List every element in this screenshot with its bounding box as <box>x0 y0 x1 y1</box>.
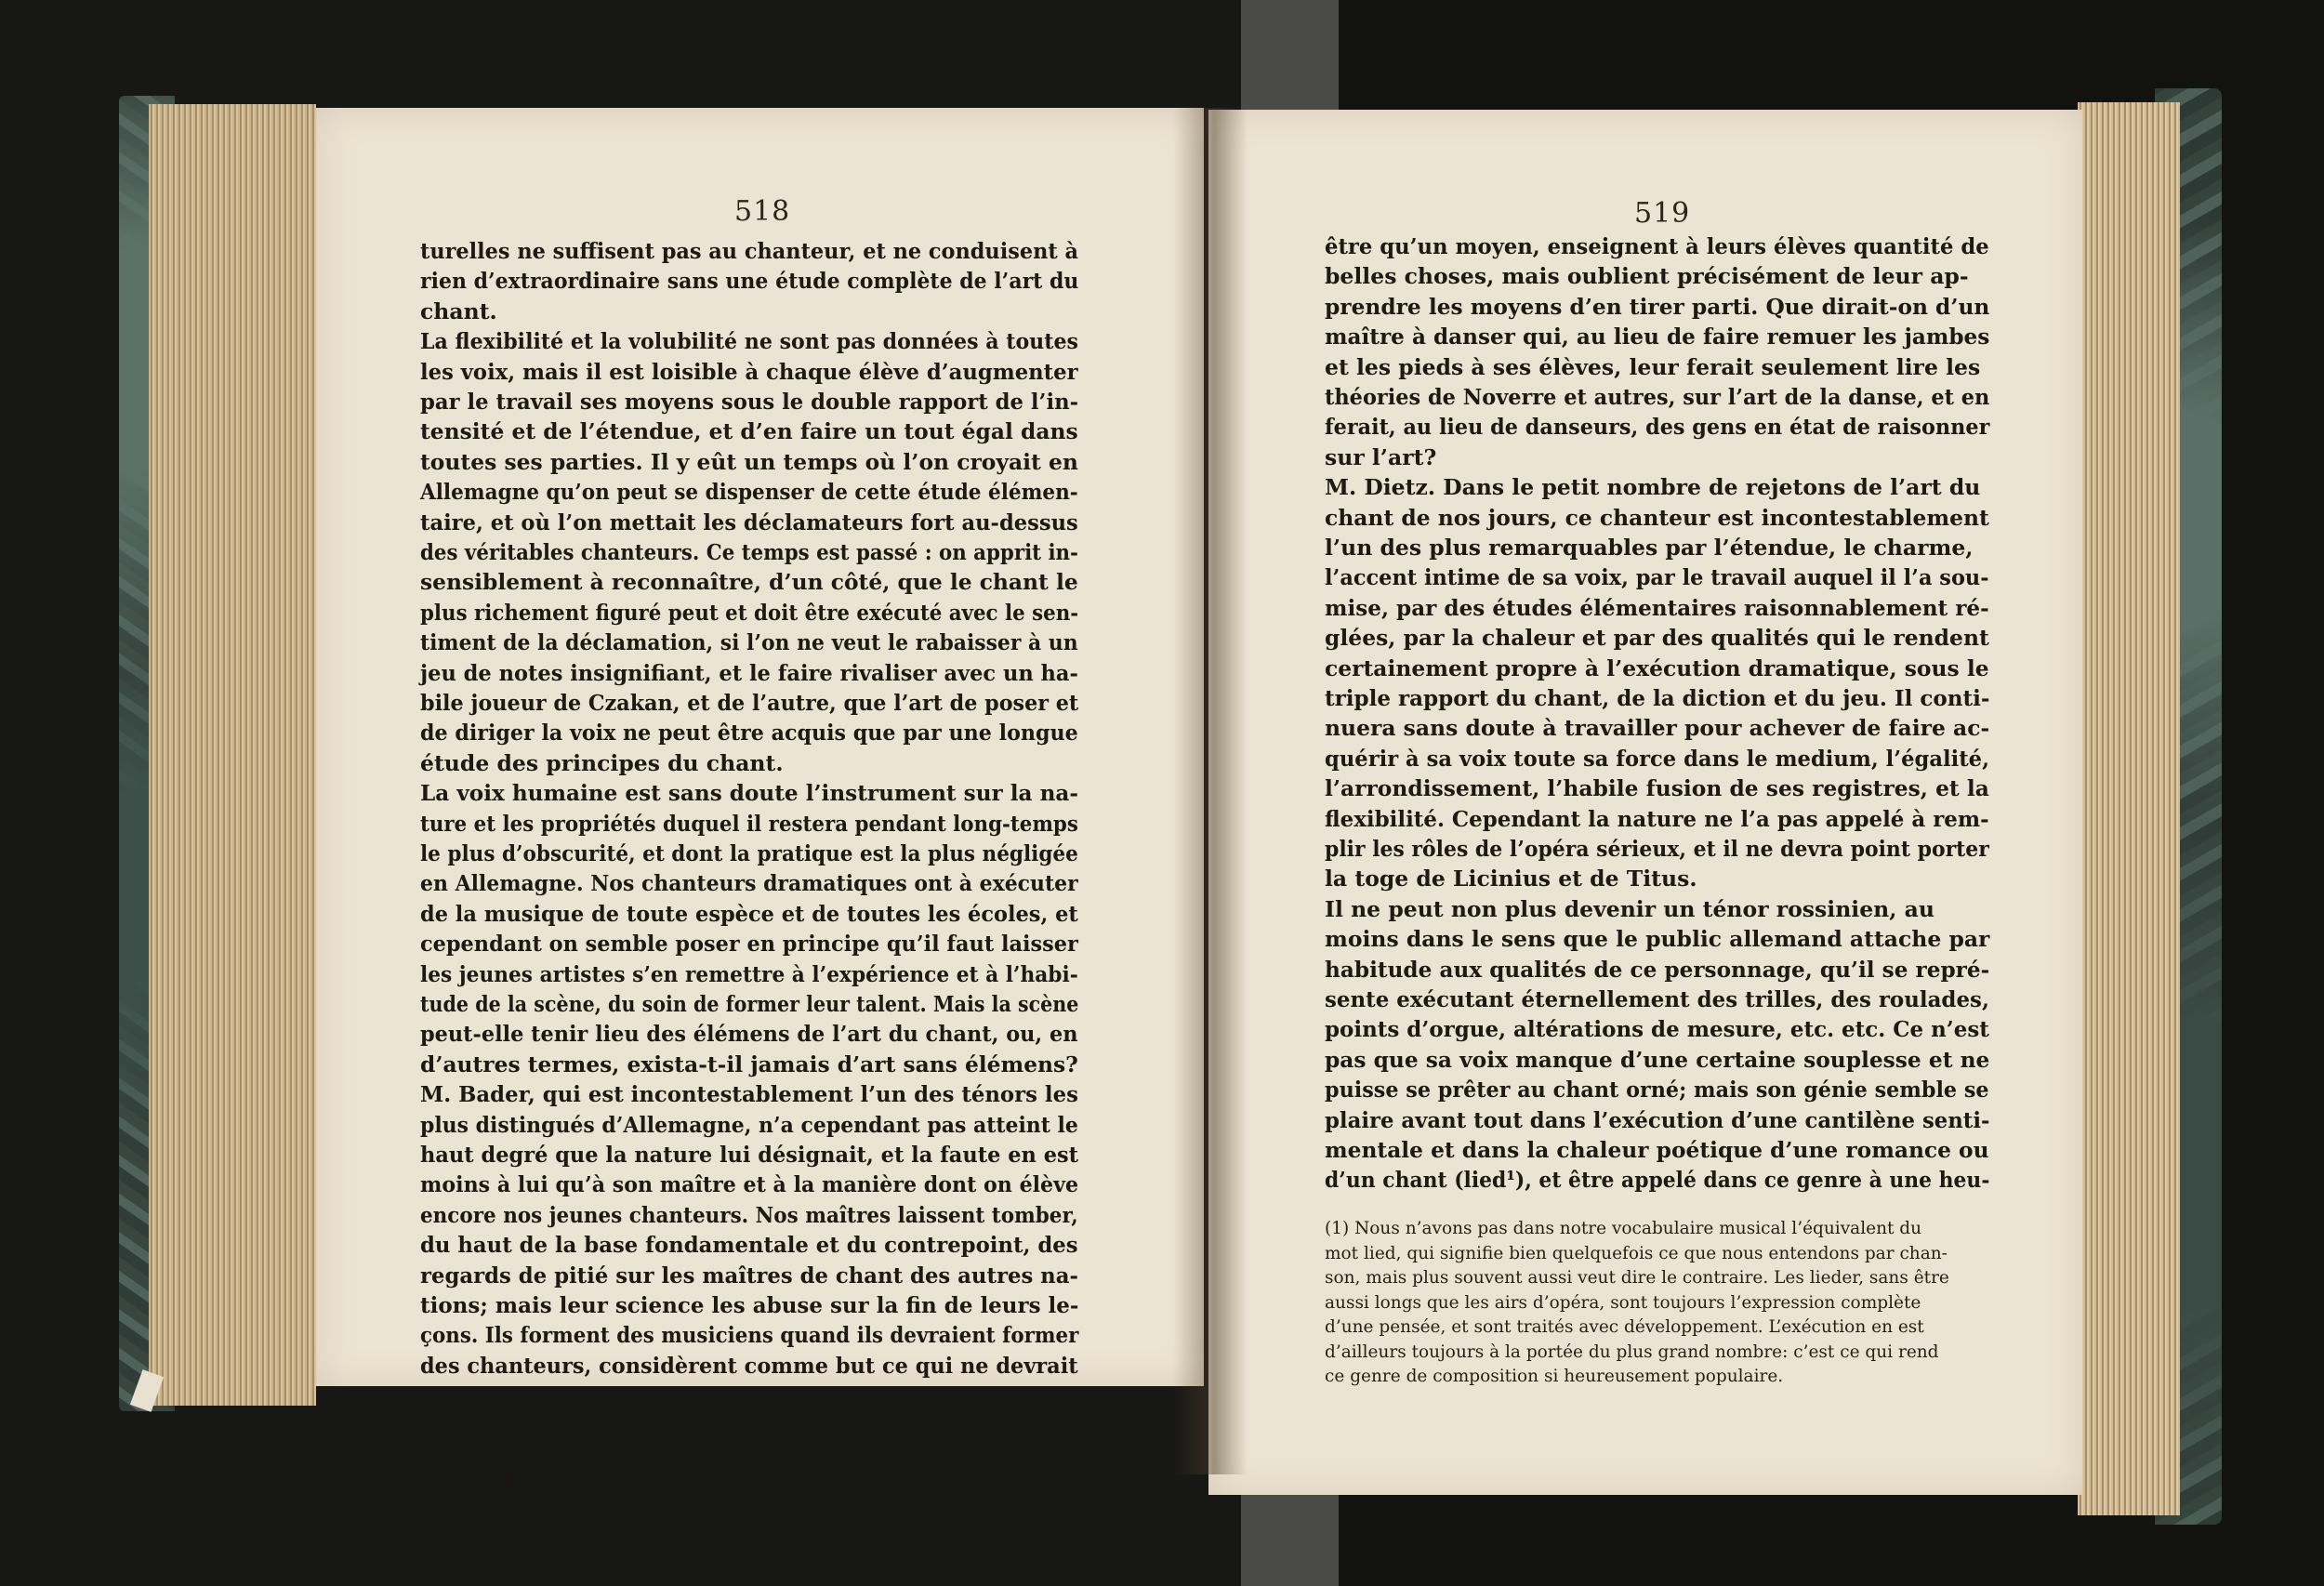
text-line: par le travail ses moyens sous le double rapport de l’in- <box>420 389 1079 415</box>
text-line: pas que sa voix manque d’une certaine souplesse et ne <box>1325 1046 1990 1073</box>
text-line: plaire avant tout dans l’exécution d’une cantilène senti- <box>1325 1106 1990 1133</box>
ink-speck <box>505 1474 514 1486</box>
text-line: La voix humaine est sans doute l’instrument sur la na- <box>420 780 1079 807</box>
text-line: et les pieds à ses élèves, leur ferait seulement lire les <box>1325 353 1981 380</box>
text-line: plus distingués d’Allemagne, n’a cependant pas atteint le <box>420 1111 1078 1138</box>
text-line: peut-elle tenir lieu des élémens de l’art du chant, ou, en <box>420 1021 1078 1048</box>
text-line: ferait, au lieu de danseurs, des gens en état de raisonner <box>1325 414 1990 441</box>
footnote-line: d’une pensée, et sont traités avec développement. L’exécution en est <box>1325 1317 1924 1337</box>
footnote-line: (1) Nous n’avons pas dans notre vocabulaire musical l’équivalent du <box>1325 1219 1922 1238</box>
text-line: ture et les propriétés duquel il restera pendant long-temps <box>420 810 1078 837</box>
text-line: encore nos jeunes chanteurs. Nos maîtres laissent tomber, <box>420 1201 1078 1228</box>
text-line: tude de la scène, du soin de former leur talent. Mais la scène <box>420 991 1079 1017</box>
text-line: La flexibilité et la volubilité ne sont pas données à toutes <box>420 328 1078 355</box>
text-line: sur l’art? <box>1325 443 1437 470</box>
text-line: triple rapport du chant, de la diction et du jeu. Il conti- <box>1325 685 1990 711</box>
text-line: Allemagne qu’on peut se dispenser de cette étude élémen- <box>420 479 1078 506</box>
text-line: regards de pitié sur les maîtres de chant des autres na- <box>420 1262 1078 1289</box>
text-line: d’autres termes, exista-t-il jamais d’art sans élémens? <box>420 1051 1078 1077</box>
page-edges-left <box>149 104 316 1406</box>
text-line: turelles ne suffisent pas au chanteur, et ne conduisent à <box>420 238 1078 264</box>
text-line: l’arrondissement, l’habile fusion de ses registres, et la <box>1325 775 1989 802</box>
page-number-right: 519 <box>1634 197 1691 230</box>
text-line: moins à lui qu’à son maître et à la manière dont on élève <box>420 1171 1079 1198</box>
text-line: les voix, mais il est loisible à chaque élève d’augmenter <box>420 358 1078 385</box>
text-line: prendre les moyens d’en tirer parti. Que dirait-on d’un <box>1325 293 1990 320</box>
text-line: sensiblement à reconnaître, d’un côté, que le chant le <box>420 569 1078 596</box>
text-line: quérir à sa voix toute sa force dans le medium, l’égalité, <box>1325 745 1989 772</box>
text-line: en Allemagne. Nos chanteurs dramatiques ont à exécuter <box>420 870 1078 897</box>
text-line: des chanteurs, considèrent comme but ce qui ne devrait <box>420 1352 1078 1379</box>
text-line: jeu de notes insignifiant, et le faire rivaliser avec un ha- <box>420 659 1078 686</box>
text-line: certainement propre à l’exécution dramatique, sous le <box>1325 654 1989 681</box>
text-line: de diriger la voix ne peut être acquis que par une longue <box>420 720 1078 747</box>
text-line: d’un chant (lied¹), et être appelé dans ce genre à une heu- <box>1325 1167 1990 1194</box>
footnote-line: d’ailleurs toujours à la portée du plus grand nombre: c’est ce qui rend <box>1325 1341 1939 1362</box>
text-line: maître à danser qui, au lieu de faire remuer les jambes <box>1325 324 1990 350</box>
text-line: être qu’un moyen, enseignent à leurs élèves quantité de <box>1325 233 1989 259</box>
text-line: M. Bader, qui est incontestablement l’un des ténors les <box>420 1081 1078 1108</box>
text-line: plir les rôles de l’opéra sérieux, et il ne devra point porter <box>1325 836 1989 862</box>
text-line: çons. Ils forment des musiciens quand ils devraient former <box>420 1322 1079 1349</box>
text-line: points d’orgue, altérations de mesure, etc. etc. Ce n’est <box>1325 1016 1989 1043</box>
text-line: l’un des plus remarquables par l’étendue, le charme, <box>1325 535 1974 561</box>
text-line: moins dans le sens que le public allemand attache par <box>1325 926 1990 953</box>
text-line: tions; mais leur science les abuse sur la fin de leurs le- <box>420 1292 1079 1318</box>
text-line: flexibilité. Cependant la nature ne l’a pas appelé à rem- <box>1325 805 1989 832</box>
text-line: habitude aux qualités de ce personnage, qu’il se repré- <box>1325 956 1990 983</box>
text-line: les jeunes artistes s’en remettre à l’expérience et à l’habi- <box>420 960 1078 987</box>
text-line: timent de la déclamation, si l’on ne veut le rabaisser à un <box>420 629 1078 656</box>
text-line: le plus d’obscurité, et dont la pratique est la plus négligée <box>420 840 1078 866</box>
footnote-line: aussi longs que les airs d’opéra, sont toujours l’expression complète <box>1325 1292 1921 1313</box>
text-line: tensité et de l’étendue, et d’en faire un tout égal dans <box>420 418 1078 445</box>
text-line: taire, et où l’on mettait les déclamateurs fort au-dessus <box>420 509 1078 535</box>
text-line: l’accent intime de sa voix, par le travail auquel il l’a sou- <box>1325 564 1989 591</box>
text-line: mentale et dans la chaleur poétique d’une romance ou <box>1325 1137 1989 1163</box>
text-line: la toge de Licinius et de Titus. <box>1325 866 1697 892</box>
page-number-left: 518 <box>734 195 791 228</box>
text-line: chant de nos jours, ce chanteur est incontestablement <box>1325 504 1989 531</box>
text-line: du haut de la base fondamentale et du contrepoint, des <box>420 1232 1078 1259</box>
text-line: haut degré que la nature lui désignait, et la faute en est <box>420 1142 1079 1168</box>
text-line: belles choses, mais oublient précisément de leur ap- <box>1325 263 1969 290</box>
footnote-line: son, mais plus souvent aussi veut dire le contraire. Les lieder, sans être <box>1325 1268 1949 1288</box>
page-edges-right <box>2078 102 2180 1515</box>
text-line: puisse se prêter au chant orné; mais son génie semble se <box>1325 1077 1989 1104</box>
text-line: étude des principes du chant. <box>420 749 784 776</box>
text-line: plus richement figuré peut et doit être exécuté avec le sen- <box>420 599 1079 626</box>
text-line: sente exécutant éternellement des trilles, des roulades, <box>1325 986 1989 1012</box>
text-line: glées, par la chaleur et par des qualités qui le rendent <box>1325 625 1989 652</box>
text-line: Il ne peut non plus devenir un ténor rossinien, au <box>1325 895 1934 922</box>
text-line: bile joueur de Czakan, et de l’autre, que l’art de poser et <box>420 690 1079 716</box>
book-gutter <box>1173 108 1248 1474</box>
text-line: toutes ses parties. Il y eût un temps où l’on croyait en <box>420 448 1078 475</box>
text-line: nuera sans doute à travailler pour achever de faire ac- <box>1325 715 1990 742</box>
text-line: chant. <box>420 297 497 324</box>
text-line: théories de Noverre et autres, sur l’art de la danse, et en <box>1325 384 1990 410</box>
text-line: des véritables chanteurs. Ce temps est passé : on apprit in- <box>420 539 1078 565</box>
text-line: M. Dietz. Dans le petit nombre de rejetons de l’art du <box>1325 474 1981 501</box>
footnote-line: mot lied, qui signifie bien quelquefois ce que nous entendons par chan- <box>1325 1243 1948 1263</box>
footnote-line: ce genre de composition si heureusement populaire. <box>1325 1367 1784 1386</box>
text-line: mise, par des études élémentaires raisonnablement ré- <box>1325 594 1989 621</box>
text-line: rien d’extraordinaire sans une étude complète de l’art du <box>420 268 1079 295</box>
text-line: de la musique de toute espèce et de toutes les écoles, et <box>420 900 1078 927</box>
text-line: cependant on semble poser en principe qu’il faut laisser <box>420 931 1078 958</box>
